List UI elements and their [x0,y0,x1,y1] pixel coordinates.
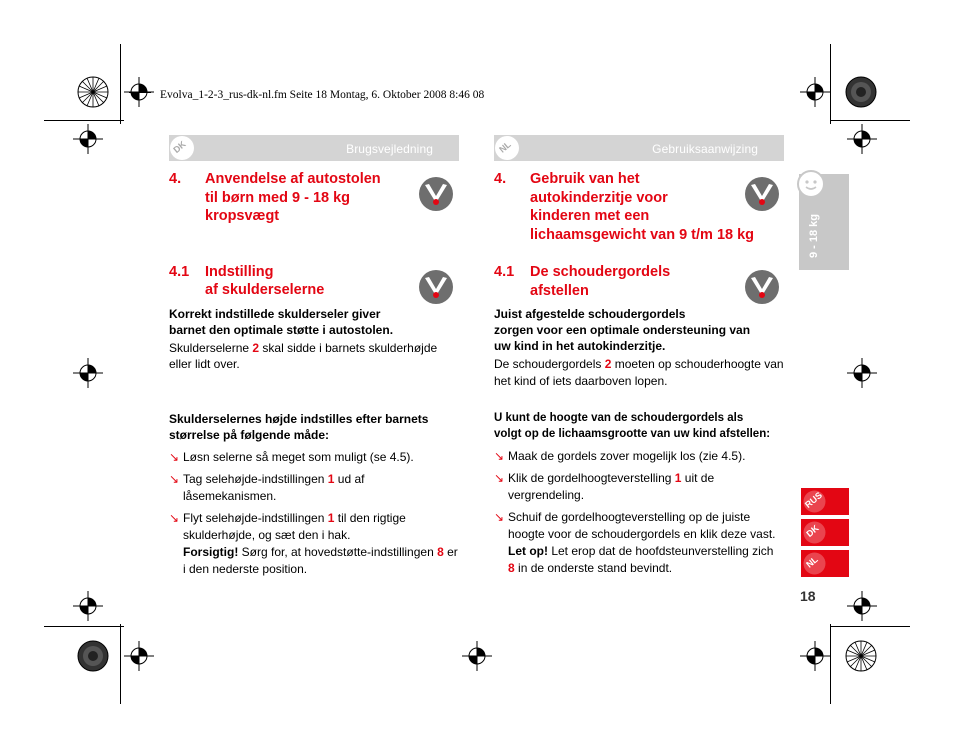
child-seat-icon [744,176,780,212]
child-face-icon [796,169,826,199]
weight-side-tab [799,174,849,270]
text: Flyt selehøjde-indstillingen [183,510,328,525]
text: uit de vergrendeling. [508,471,715,502]
text: Tag selehøjde-indstillingen [183,471,328,486]
text: ud af låsemekanismen. [183,471,365,503]
arrow-icon: ↘ [494,449,505,463]
lang-tab-dk[interactable] [801,519,849,546]
section-number: 4. [494,171,507,187]
subsection-title-line: afstellen [530,282,589,299]
lang-tab-nl[interactable] [801,550,849,577]
text: in de onderste stand bevindt. [514,561,673,575]
color-rosette-icon [845,640,877,672]
registration-mark-icon [124,77,154,107]
instructions-bold [169,411,464,443]
ref-number: 8 [508,561,515,575]
subsection-number: 4.1 [169,263,190,280]
color-rosette-icon [845,76,877,108]
registration-mark-icon [847,124,877,154]
lang-tab-label: RUS [803,490,825,510]
section-number: 4. [169,171,182,187]
lang-tab-label: NL [804,554,820,570]
intro-line: zorgen voor een optimale ondersteuning van [494,323,751,337]
section-title-line: kinderen met een [530,208,650,224]
registration-mark-icon [847,358,877,388]
ref-number: 2 [252,340,260,355]
header-lang-code: NL [497,139,513,155]
ref-number: 1 [327,510,335,525]
registration-mark-icon [73,124,103,154]
registration-mark-icon [462,641,492,671]
text: Løsn selerne så meget som muligt (se 4.5). [183,449,414,464]
text: er i den nederste position. [183,544,458,576]
lang-tab-label: DK [804,522,821,540]
instr-line: størrelse på følgende måde: [169,427,330,442]
intro-line: barnet den optimale støtte i autostolen. [169,322,394,337]
ref-number: 2 [604,357,612,371]
subsection-title-line: Indstilling [205,263,274,280]
header-lang-code: DK [171,138,188,156]
child-seat-icon [744,269,780,305]
instructions-bold [494,410,789,442]
text: skal sidde i barnets skulderhøjde eller lidt over. [169,340,438,371]
section-title-line: lichaamsgewicht van 9 t/m 18 kg [530,226,755,243]
intro-line: uw kind in het autokinderzitje. [494,339,666,353]
instr-line: Skulderselernes højde indstilles efter barnets [169,411,429,426]
child-seat-icon [418,176,454,212]
caution-label: Forsigtig! [183,544,239,559]
registration-mark-icon [800,77,830,107]
arrow-icon: ↘ [494,471,505,485]
subsection-title-line: De schoudergordels [530,264,671,280]
registration-mark-icon [73,358,103,388]
step-item [494,448,789,465]
intro-bold [494,306,789,354]
paragraph [169,340,459,373]
intro-line: Korrekt indstillede skulderseler giver [169,306,381,321]
ref-number: 1 [327,471,335,486]
subsection-title-line: af skulderselerne [205,282,325,298]
header-label: Brugsvejledning [346,142,433,156]
intro-bold [169,306,464,338]
arrow-icon: ↘ [169,471,180,486]
registration-mark-icon [800,641,830,671]
intro-line: Juist afgestelde schoudergordels [494,307,686,321]
step-item [169,510,459,578]
text: Maak de gordels zover mogelijk los (zie 4.5). [508,449,746,463]
section-title-line: til børn med 9 - 18 kg [205,189,351,206]
color-rosette-icon [77,76,109,108]
step-item [169,471,383,505]
registration-mark-icon [73,591,103,621]
instr-line: volgt op de lichaamsgrootte van uw kind afstellen: [494,428,771,440]
section-title-line: autokinderzitje voor [530,189,668,206]
column-dk [169,170,464,578]
text: Let erop dat de hoofdsteunverstelling zich [548,544,774,558]
text: moeten op schouderhoogte van het kind of iets daarboven lopen. [494,357,784,388]
arrow-icon: ↘ [169,449,180,464]
print-info-line: Evolva_1-2-3_rus-dk-nl.fm Seite 18 Montag, 6. Oktober 2008 8:46 08 [160,89,485,101]
step-item [494,470,748,504]
section-title-line: Anvendelse af autostolen [205,171,381,187]
arrow-icon: ↘ [169,510,180,525]
section-title-line: Gebruik van het [530,171,640,187]
ref-number: 1 [674,471,682,485]
header-label: Gebruiksaanwijzing [652,142,758,156]
subsection-number: 4.1 [494,264,515,280]
lang-tab-rus[interactable] [801,488,849,515]
text: Schuif de gordelhoogteverstelling op de juiste hoogte voor de schoudergordels en klik deze vast. [508,510,776,541]
arrow-icon: ↘ [494,510,505,524]
weight-range-label: 9 - 18 kg [808,213,820,258]
ref-number: 8 [437,544,444,559]
color-rosette-icon [77,640,109,672]
step-item [494,509,780,577]
section-title-line: kropsvægt [205,208,280,224]
header-bar-nl [494,135,784,161]
text: Sørg for, at hovedstøtte-indstillingen [238,544,438,559]
registration-mark-icon [124,641,154,671]
text: Skulderselerne [169,340,253,355]
paragraph [494,356,784,389]
child-seat-icon [418,269,454,305]
column-nl [494,170,789,577]
header-bar-dk [169,135,459,161]
text: til den rigtige skulderhøjde, og sæt den i hak. [183,510,406,542]
registration-mark-icon [847,591,877,621]
page-number: 18 [800,588,816,604]
text: De schoudergordels [494,357,605,371]
text: Klik de gordelhoogteverstelling [508,471,675,485]
instr-line: U kunt de hoogte van de schoudergordels als [494,412,744,424]
step-item [169,449,464,466]
caution-label: Let op! [508,544,548,558]
